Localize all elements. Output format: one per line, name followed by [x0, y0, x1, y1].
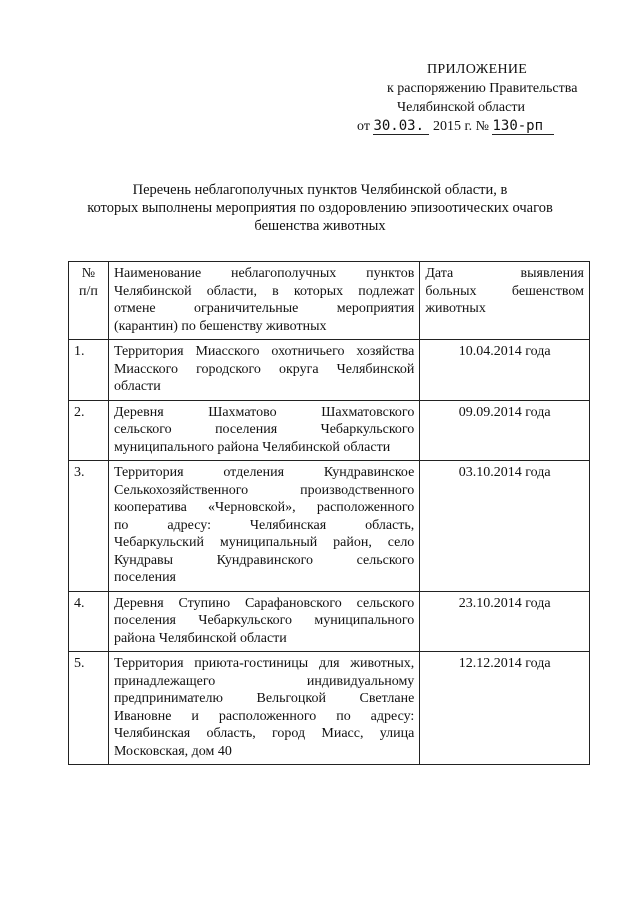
table-header-row [69, 262, 590, 340]
row-name-cell [108, 340, 419, 401]
header-number-cell [69, 262, 109, 340]
row-name-line: поселения [113, 570, 177, 585]
header-date-line: животных [425, 301, 486, 316]
row-name-line: области [113, 379, 161, 394]
row-date: 09.09.2014 года [420, 400, 590, 461]
row-number: 2. [69, 400, 109, 461]
row-name-line: Деревня Ступино Сарафановского сельского [113, 595, 415, 611]
row-date: 23.10.2014 года [420, 591, 590, 652]
row-name-line: принадлежащего индивидуальному [113, 673, 415, 689]
row-name-cell [108, 400, 419, 461]
table-row [69, 340, 590, 401]
appendix-decree-line: к распоряжению Правительства [387, 81, 578, 96]
row-name-cell [108, 652, 419, 765]
row-name-line: Деревня Шахматово Шахматовского [113, 404, 415, 420]
title-line-2: которых выполнены мероприятия по оздоровлению эпизоотических очагов [87, 200, 553, 216]
row-name-cell [108, 591, 419, 652]
header-name-line: Наименование неблагополучных пунктов [113, 266, 415, 281]
row-name-line: сельского поселения Чебаркульского [113, 422, 415, 437]
decree-date-filled: 30.03. [373, 119, 429, 135]
row-name-line: Ивановне и расположенного по адресу: [113, 708, 415, 724]
header-date-cell [420, 262, 590, 340]
header-date-line: Дата выявления [425, 266, 584, 281]
document-title [60, 181, 580, 235]
table-row [69, 400, 590, 461]
header-number-symbol: № [81, 266, 96, 281]
row-date: 12.12.2014 года [420, 652, 590, 765]
table-row [69, 591, 590, 652]
row-name-cell [108, 461, 419, 592]
row-name-line: Миасского городского округа Челябинской [113, 361, 415, 377]
row-name-line: предпринимателю Вельгоцкой Светлане [113, 691, 415, 706]
row-name-line: Чебаркульский муниципальный район, село [113, 535, 415, 550]
row-number: 3. [69, 461, 109, 592]
row-name-line: по адресу: Челябинская область, [113, 517, 415, 533]
title-line-1: Перечень неблагополучных пунктов Челябинской области, в [132, 182, 508, 198]
appendix-title: ПРИЛОЖЕНИЕ [427, 62, 528, 77]
header-name-line: отмене ограничительные мероприятия [113, 301, 415, 316]
from-prefix: от [357, 119, 370, 134]
row-name-line: Московская, дом 40 [113, 743, 232, 759]
row-name-line: Селькохозяйственного производственного [113, 482, 415, 498]
row-name-line: района Челябинской области [113, 630, 287, 646]
row-name-line: Территория приюта-гостиницы для животных, [113, 656, 415, 671]
row-name-line: кооператива «Черновской», расположенного [113, 500, 415, 515]
row-date: 03.10.2014 года [420, 461, 590, 592]
row-date: 10.04.2014 года [420, 340, 590, 401]
appendix-region-line: Челябинской области [397, 100, 525, 115]
row-number: 5. [69, 652, 109, 765]
table-row [69, 652, 590, 765]
row-name-line: муниципального района Челябинской области [113, 439, 391, 455]
row-name-line: Челябинская область, город Миасс, улица [113, 726, 415, 741]
header-name-line: Челябинской области, в которых подлежат [113, 283, 415, 299]
decree-number-filled: 130-рп [492, 119, 554, 135]
appendix-header [355, 60, 595, 136]
row-name-line: Кундравы Кундравинского сельского [113, 552, 415, 568]
row-name-line: Территория отделения Кундравинское [113, 465, 415, 480]
row-number: 1. [69, 340, 109, 401]
decree-year-text: 2015 г. № [432, 119, 489, 134]
header-name-line: (карантин) по бешенству животных [113, 318, 327, 334]
title-line-3: бешенства животных [254, 218, 386, 234]
row-name-line: поселения Чебаркульского муниципального [113, 613, 415, 628]
row-number: 4. [69, 591, 109, 652]
outbreak-points-table [68, 261, 590, 765]
appendix-date-line [355, 117, 595, 136]
header-name-cell [108, 262, 419, 340]
header-number-label: п/п [79, 283, 98, 299]
header-date-line: больных бешенством [425, 283, 584, 299]
row-name-line: Территория Миасского охотничьего хозяйства [113, 344, 415, 359]
table-row [69, 461, 590, 592]
